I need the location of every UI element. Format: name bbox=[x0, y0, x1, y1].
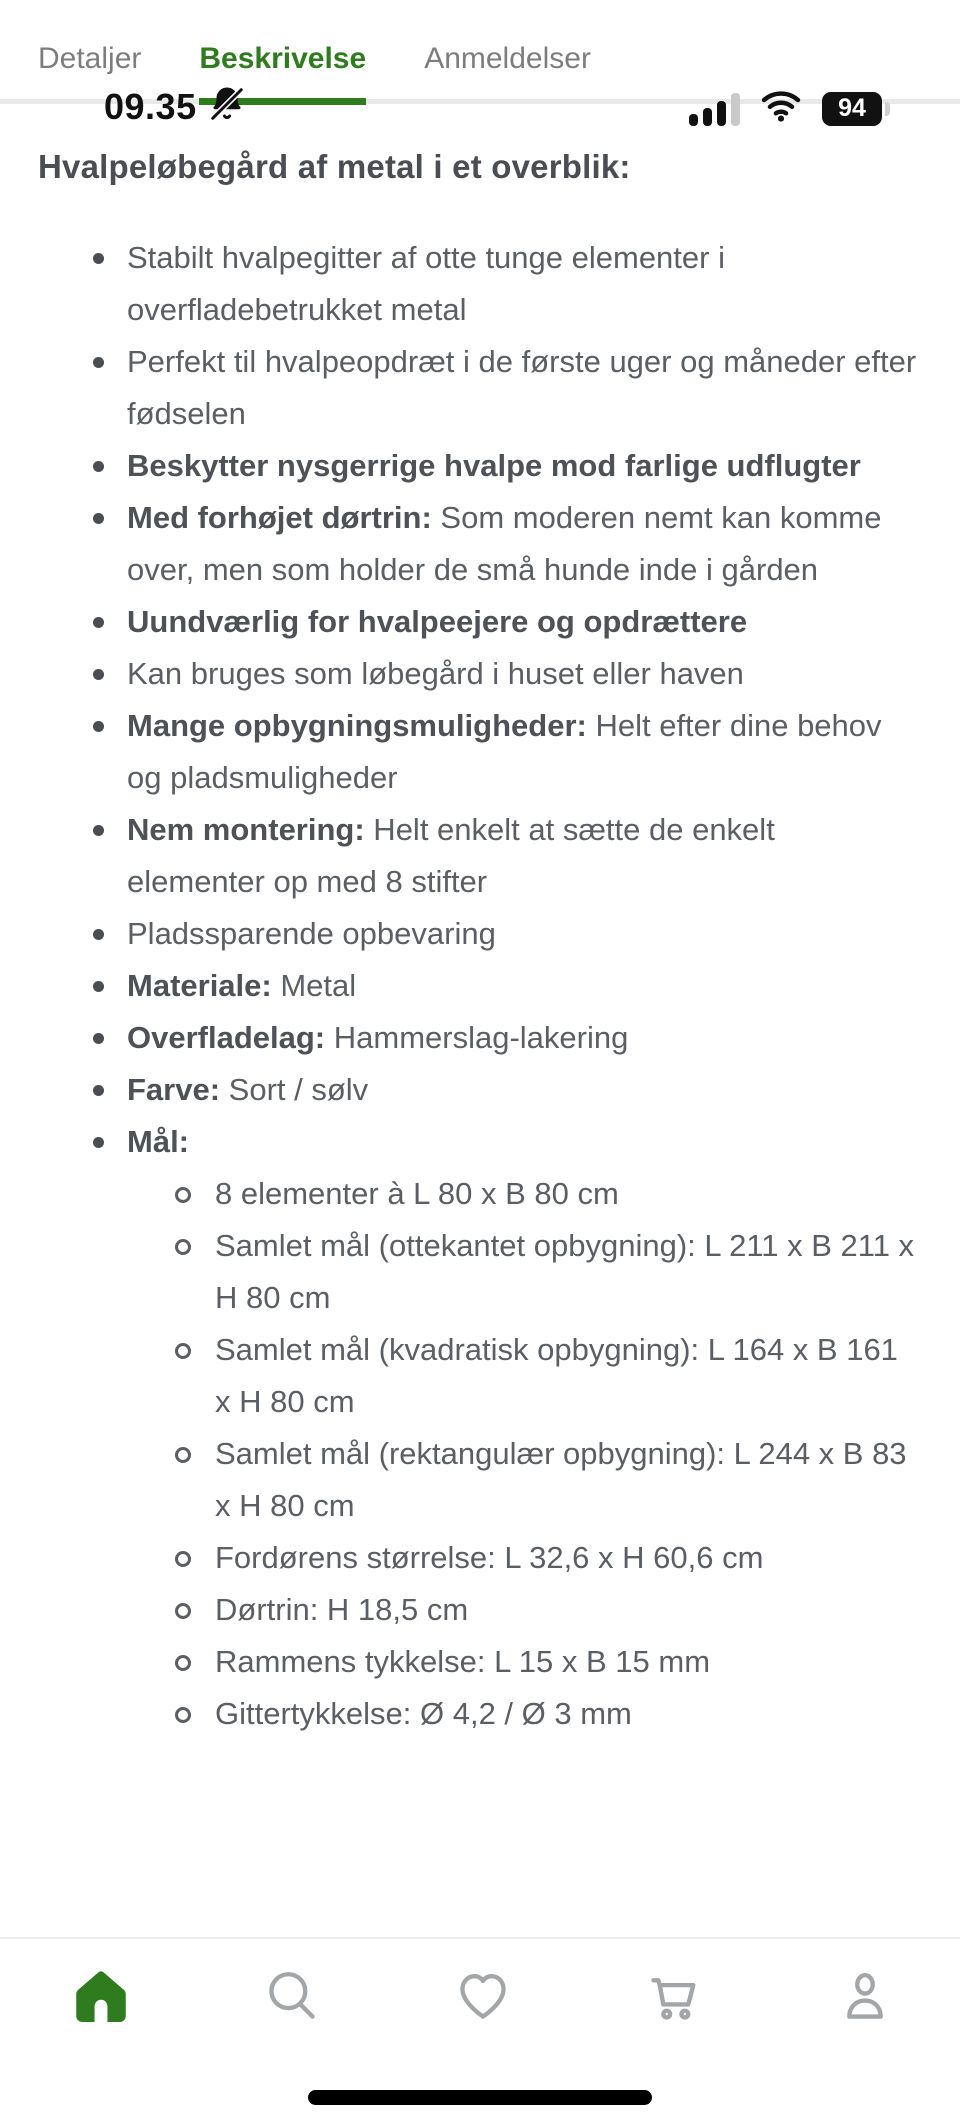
home-icon bbox=[71, 1970, 131, 2027]
description-panel bbox=[0, 104, 960, 1740]
bullet-marker bbox=[93, 825, 104, 836]
list-item-bold-text: Med forhøjet dørtrin: bbox=[127, 500, 432, 535]
list-item bbox=[38, 804, 920, 908]
nav-cart-button[interactable] bbox=[643, 1967, 705, 2029]
list-item-text: Helt enkelt at sætte de enkelt elementer op med 8 stifter bbox=[127, 812, 775, 899]
bullet-marker bbox=[93, 1137, 104, 1148]
tab-anmeldelser[interactable]: Anmeldelser bbox=[424, 42, 591, 75]
list-item-bold-text: Beskytter nysgerrige hvalpe mod farlige udflugter bbox=[127, 448, 861, 483]
search-icon bbox=[263, 1967, 321, 2030]
sublist-item bbox=[127, 1688, 920, 1740]
list-item bbox=[38, 232, 920, 336]
list-item bbox=[38, 336, 920, 440]
sublist-item-text: 8 elementer à L 80 x B 80 cm bbox=[215, 1176, 619, 1211]
list-item-bold-text: Materiale: bbox=[127, 968, 272, 1003]
bullet-marker bbox=[93, 981, 104, 992]
battery-percent: 94 bbox=[838, 94, 866, 122]
sublist-item-text: Samlet mål (kvadratisk opbygning): L 164 x B 161 x H 80 cm bbox=[215, 1332, 898, 1419]
sub-bullet-marker bbox=[175, 1239, 191, 1255]
list-item bbox=[38, 440, 920, 492]
feature-list bbox=[38, 232, 920, 1740]
sublist-item-text: Gittertykkelse: Ø 4,2 / Ø 3 mm bbox=[215, 1696, 632, 1731]
list-item bbox=[38, 596, 920, 648]
list-item bbox=[38, 700, 920, 804]
tab-beskrivelse[interactable]: Beskrivelse bbox=[199, 42, 366, 105]
sub-bullet-marker bbox=[175, 1187, 191, 1203]
bullet-marker bbox=[93, 1033, 104, 1044]
sub-bullet-marker bbox=[175, 1707, 191, 1723]
list-item-text: Metal bbox=[271, 968, 357, 1003]
list-item bbox=[38, 648, 920, 700]
sub-bullet-marker bbox=[175, 1447, 191, 1463]
sublist-item bbox=[127, 1636, 920, 1688]
list-item bbox=[38, 1064, 920, 1116]
bullet-marker bbox=[93, 617, 104, 628]
nav-home-button[interactable] bbox=[70, 1967, 132, 2029]
section-heading: Hvalpeløbegård af metal i et overblik: bbox=[38, 148, 631, 185]
list-item-bold-text: Uundværlig for hvalpeejere og opdrættere bbox=[127, 604, 748, 639]
nav-wishlist-button[interactable] bbox=[452, 1967, 514, 2029]
list-item-text: Hammerslag-lakering bbox=[325, 1020, 629, 1055]
sublist-item bbox=[127, 1532, 920, 1584]
list-item-text: Som moderen nemt kan komme over, men som holder de små hunde inde i gården bbox=[127, 500, 882, 587]
list-item bbox=[38, 908, 920, 960]
clock: 09.35 bbox=[104, 85, 197, 127]
tab-detaljer[interactable]: Detaljer bbox=[38, 42, 142, 75]
wifi-icon bbox=[760, 89, 802, 128]
sublist-item bbox=[127, 1220, 920, 1324]
bullet-marker bbox=[93, 721, 104, 732]
list-item bbox=[38, 492, 920, 596]
bullet-marker bbox=[93, 513, 104, 524]
sublist-item bbox=[127, 1428, 920, 1532]
list-item-text: Pladssparende opbevaring bbox=[127, 916, 496, 951]
sub-bullet-marker bbox=[175, 1603, 191, 1619]
list-item-bold-text: Mål: bbox=[127, 1124, 189, 1159]
sublist-item-text: Dørtrin: H 18,5 cm bbox=[215, 1592, 469, 1627]
bell-muted-icon bbox=[209, 85, 245, 128]
bullet-marker bbox=[93, 461, 104, 472]
list-item-text: Helt efter dine behov og pladsmuligheder bbox=[127, 708, 882, 795]
sublist-item bbox=[127, 1584, 920, 1636]
bullet-marker bbox=[93, 253, 104, 264]
list-item-text: Perfekt til hvalpeopdræt i de første uger og måneder efter fødselen bbox=[127, 344, 917, 431]
sublist-item-text: Samlet mål (ottekantet opbygning): L 211 x B 211 x H 80 cm bbox=[215, 1228, 915, 1315]
bullet-marker bbox=[93, 357, 104, 368]
list-item-bold-text: Nem montering: bbox=[127, 812, 365, 847]
nav-account-button[interactable] bbox=[834, 1967, 896, 2029]
battery-icon bbox=[822, 92, 882, 126]
sub-bullet-marker bbox=[175, 1655, 191, 1671]
home-indicator[interactable] bbox=[308, 2090, 652, 2105]
list-item bbox=[38, 1116, 920, 1740]
cart-icon bbox=[644, 1967, 704, 2030]
person-icon bbox=[836, 1967, 894, 2030]
status-bar bbox=[0, 42, 960, 154]
bullet-marker bbox=[93, 929, 104, 940]
bullet-marker bbox=[93, 1085, 104, 1096]
heart-icon bbox=[454, 1967, 512, 2030]
nav-search-button[interactable] bbox=[261, 1967, 323, 2029]
list-item-text: Sort / sølv bbox=[220, 1072, 369, 1107]
sub-bullet-marker bbox=[175, 1551, 191, 1567]
sublist-item-text: Samlet mål (rektangulær opbygning): L 244 x B 83 x H 80 cm bbox=[215, 1436, 907, 1523]
list-item-bold-text: Overfladelag: bbox=[127, 1020, 326, 1055]
list-item-text: Kan bruges som løbegård i huset eller haven bbox=[127, 656, 744, 691]
dimension-sublist bbox=[127, 1168, 920, 1740]
list-item bbox=[38, 1012, 920, 1064]
list-item-text: Stabilt hvalpegitter af otte tunge elementer i overfladebetrukket metal bbox=[127, 240, 725, 327]
list-item-bold-text: Mange opbygningsmuligheder: bbox=[127, 708, 587, 743]
cellular-signal-icon bbox=[689, 92, 740, 126]
sublist-item bbox=[127, 1168, 920, 1220]
list-item-bold-text: Farve: bbox=[127, 1072, 221, 1107]
sublist-item bbox=[127, 1324, 920, 1428]
list-item bbox=[38, 960, 920, 1012]
sublist-item-text: Fordørens størrelse: L 32,6 x H 60,6 cm bbox=[215, 1540, 764, 1575]
bullet-marker bbox=[93, 669, 104, 680]
sub-bullet-marker bbox=[175, 1343, 191, 1359]
sublist-item-text: Rammens tykkelse: L 15 x B 15 mm bbox=[215, 1644, 711, 1679]
